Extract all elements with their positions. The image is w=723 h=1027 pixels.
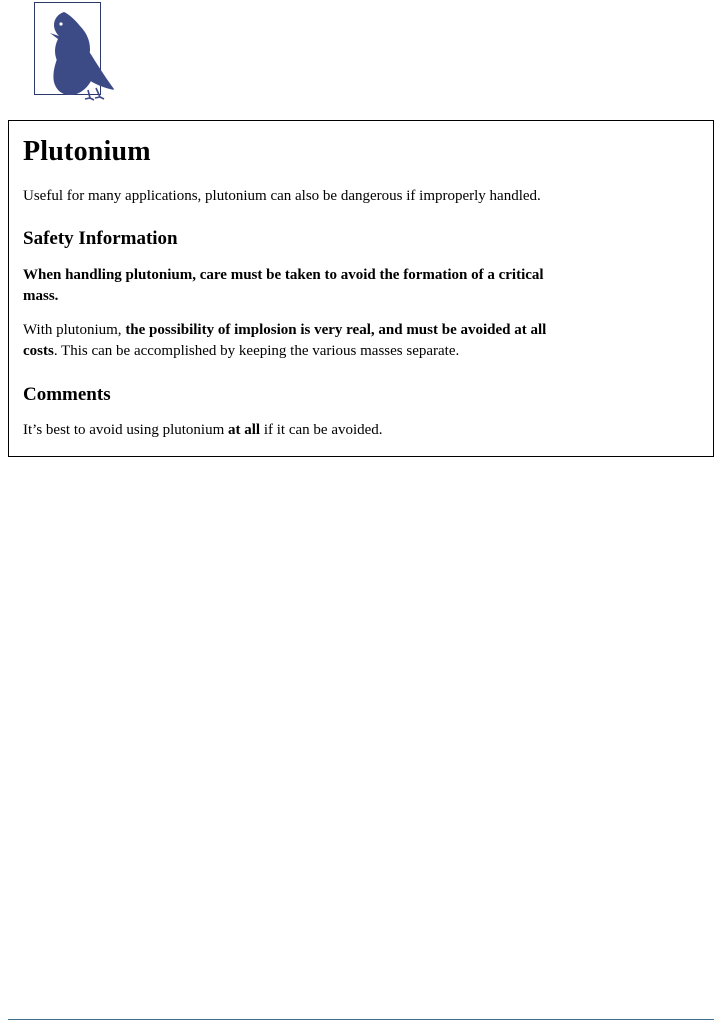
logo (28, 2, 114, 102)
section-heading: Safety Information (23, 228, 178, 250)
paragraph: With plutonium, the possibility of implosion is very real, and must be avoided at all costs. This can be accomplished by keeping the various masses separate. (23, 322, 547, 359)
section-comments (23, 384, 699, 441)
page-title: Plutonium (23, 136, 151, 167)
paragraph: When handling plutonium, care must be taken to avoid the formation of a critical mass. (23, 266, 544, 304)
document-content (9, 121, 713, 441)
document-frame (8, 120, 714, 457)
section-heading: Comments (23, 383, 111, 405)
raven-bird-logo-icon (28, 2, 114, 102)
footer-divider (8, 1019, 714, 1020)
section-safety-information (23, 228, 699, 362)
intro-paragraph: Useful for many applications, plutonium can also be dangerous if improperly handled. (23, 187, 541, 204)
paragraph: It’s best to avoid using plutonium at all if it can be avoided. (23, 422, 383, 439)
